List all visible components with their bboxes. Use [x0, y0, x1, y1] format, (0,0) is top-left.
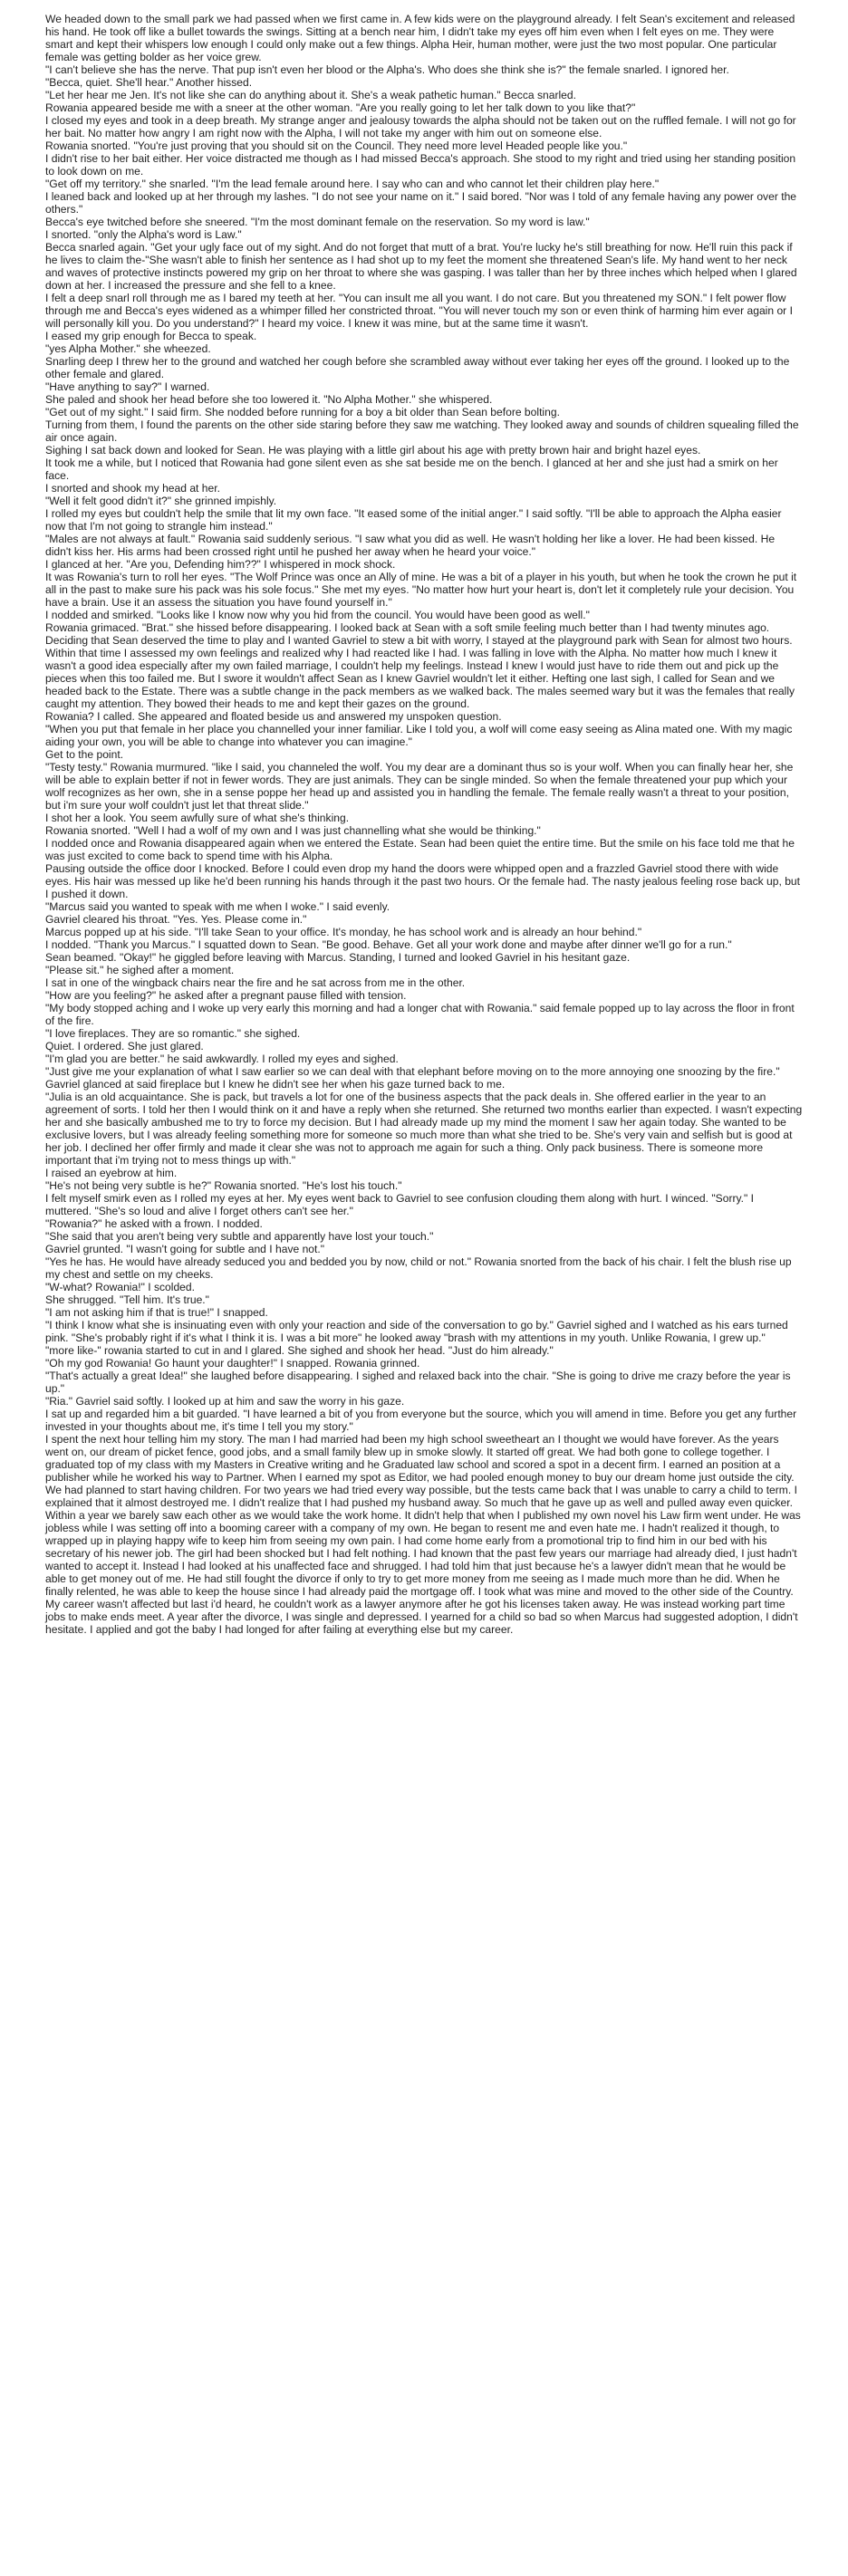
story-paragraph: I nodded. "Thank you Marcus." I squatted down to Sean. "Be good. Behave. Get all your work done and maybe after dinner we'll go for a run."	[45, 938, 732, 951]
story-paragraph: "Rowania?" he asked with a frown. I nodded.	[45, 1217, 263, 1230]
story-paragraph: I sat in one of the wingback chairs near the fire and he sat across from me in the other.	[45, 976, 466, 989]
story-paragraph: "Becca, quiet. She'll hear." Another hissed.	[45, 76, 253, 89]
story-paragraph: I snorted and shook my head at her.	[45, 482, 220, 495]
story-paragraph: "I'm glad you are better." he said awkwardly. I rolled my eyes and sighed.	[45, 1053, 399, 1065]
story-paragraph: "Julia is an old acquaintance. She is pack, but travels a lot for one of the business aspects that the pack deals in. She offered earlier in the year to an agreement of sorts. I told her then I would think on it and have a reply when she returned. She returned two months earlier than expected. I wasn't expecting her and she basically ambushed me to try to force my decision. But I had already made up my mind the moment I saw her again today. She wanted to be exclusive lovers, but I was already feeling something more for someone so much more than what she tried to be. She's very vain and selfish but is good at her job. I declined her offer firmly and made it clear she was not to approach me again for such a thing. Only pack business. There is someone more important that i'm trying not to mess things up with."	[45, 1091, 803, 1167]
story-paragraph: "How are you feeling?" he asked after a pregnant pause filled with tension.	[45, 989, 407, 1002]
story-paragraph: "Have anything to say?" I warned.	[45, 380, 210, 393]
story-paragraph: Gavriel cleared his throat. "Yes. Yes. Please come in."	[45, 913, 307, 926]
story-paragraph: Rowania? I called. She appeared and floated beside us and answered my unspoken question.	[45, 710, 502, 723]
story-paragraph: "That's actually a great Idea!" she laughed before disappearing. I sighed and relaxed back into the chair. "She is going to drive me crazy before the year is up."	[45, 1370, 791, 1395]
story-paragraph: "Well it felt good didn't it?" she grinned impishly.	[45, 495, 277, 507]
story-paragraph: Becca snarled again. "Get your ugly face out of my sight. And do not forget that mutt of a brat. You're lucky he's still breathing for now. He'll ruin this pack if he lives to claim the-"She wasn't able to finish her sentence as I had shot up to my feet the moment she threatened Sean's life. My hand went to her neck and waves of protective instincts powered my grip on her throat to where she was gasping. I was taller than her by three inches which helped when I glared down at her. I increased the pressure and she fell to a knee.	[45, 241, 797, 292]
story-paragraph: Rowania grimaced. "Brat." she hissed before disappearing. I looked back at Sean with a soft smile feeling much better than I had twenty minutes ago. Deciding that Sean deserved the time to play and I wanted Gavriel to stew a bit with worry, I stayed at the playground park with Sean for almost two hours. Within that time I assessed my own feelings and realized why I had reacted like I had. I was falling in love with the Alpha. No matter how much I knew it wasn't a good idea especially after my own failed marriage, I couldn't help my feelings. Instead I knew I would just have to ride them out and pick up the pieces when this too failed me. But I swore it wouldn't affect Sean as I knew Gavriel wouldn't let it either. Hefting one last sigh, I called for Sean and we headed back to the Estate. There was a subtle change in the pack members as we walked back. The males seemed wary but it was the females that really caught my attention. They bowed their heads to me and kept their gazes on the ground.	[45, 621, 795, 710]
story-paragraph: "I love fireplaces. They are so romantic." she sighed.	[45, 1027, 301, 1040]
story-paragraph: Rowania snorted. "You're just proving that you should sit on the Council. They need more level Headed people like you."	[45, 139, 628, 152]
story-paragraph: Gavriel glanced at said fireplace but I knew he didn't see her when his gaze turned back to me.	[45, 1078, 506, 1091]
story-paragraph: "Testy testy." Rowania murmured. "like I said, you channeled the wolf. You my dear are a dominant thus so is your wolf. When you can finally hear her, she will be able to explain better if not in fewer words. They are just animals. They can be single minded. So when the female threatened your pup which your wolf recognizes as her own, she in a sense poppe her head up and assisted you in handling the female. The female really wasn't a threat to your position, but i'm sure your wolf couldn't just let that threat slide."	[45, 761, 794, 812]
story-paragraph: I nodded once and Rowania disappeared again when we entered the Estate. Sean had been quiet the entire time. But the smile on his face told me that he was just excited to come back to spend time with his Alpha.	[45, 837, 795, 862]
story-paragraph: "Let her hear me Jen. It's not like she can do anything about it. She's a weak pathetic human." Becca snarled.	[45, 89, 576, 101]
story-paragraph: I sat up and regarded him a bit guarded. "I have learned a bit of you from everyone but the source, which you will amend in time. Before you get any further invested in your thoughts about me, it's time I tell you my story."	[45, 1408, 797, 1433]
story-paragraph: "He's not being very subtle is he?" Rowania snorted. "He's lost his touch."	[45, 1179, 402, 1192]
story-paragraph: We headed down to the small park we had passed when we first came in. A few kids were on the playground already. I felt Sean's excitement and released his hand. He took off like a bullet towards the swings. Sitting at a bench near him, I didn't take my eyes off him even when I felt eyes on me. They were smart and kept their whispers low enough I could only make out a few things. Alpha Heir, human mother, were just the two most popular. One particular female was getting bolder as her voice grew.	[45, 13, 795, 63]
story-paragraph: Quiet. I ordered. She just glared.	[45, 1040, 204, 1053]
story-paragraph: I felt myself smirk even as I rolled my eyes at her. My eyes went back to Gavriel to see confusion clouding them along with hurt. I winced. "Sorry." I muttered. "She's so loud and alive I forget others can't see her."	[45, 1192, 755, 1217]
story-paragraph: I raised an eyebrow at him.	[45, 1167, 178, 1179]
story-paragraph: I closed my eyes and took in a deep breath. My strange anger and jealousy towards the alpha should not be taken out on the ruffled female. I will not go for her bait. No matter how angry I am right now with the Alpha, I will not take my anger with him out on someone else.	[45, 114, 796, 139]
story-paragraph: Becca's eye twitched before she sneered. "I'm the most dominant female on the reservation. So my word is law."	[45, 216, 590, 228]
story-paragraph: Snarling deep I threw her to the ground and watched her cough before she scrambled away without ever taking her eyes off the ground. I looked up to the other female and glared.	[45, 355, 790, 380]
story-paragraph: I shot her a look. You seem awfully sure of what she's thinking.	[45, 812, 350, 824]
story-paragraph: I didn't rise to her bait either. Her voice distracted me though as I had missed Becca's approach. She stood to my right and tried using her standing position to look down on me.	[45, 152, 796, 178]
story-paragraph: "Males are not always at fault." Rowania said suddenly serious. "I saw what you did as well. He wasn't holding her like a lover. He had been kissed. He didn't kiss her. His arms had been crossed right until he pushed her away when he heard your voice."	[45, 533, 776, 558]
story-paragraph: "She said that you aren't being very subtle and apparently have lost your touch."	[45, 1230, 434, 1243]
story-paragraph: "Yes he has. He would have already seduced you and bedded you by now, child or not." Rowania snorted from the back of his chair. I felt the blush rise up my chest and settle on my cheeks.	[45, 1255, 792, 1281]
story-paragraph: It was Rowania's turn to roll her eyes. "The Wolf Prince was once an Ally of mine. He was a bit of a player in his youth, but when he took the crown he put it all in the past to make sure his pack was his sole focus." She met my eyes. "No matter how hurt your heart is, don't let it completely rule your decision. You have a brain. Use it an assess the situation you have found yourself in."	[45, 571, 797, 609]
story-paragraph: "Get off my territory." she snarled. "I'm the lead female around here. I say who can and who cannot let their children play here."	[45, 178, 660, 190]
story-paragraph: Sighing I sat back down and looked for Sean. He was playing with a little girl about his age with pretty brown hair and bright hazel eyes.	[45, 444, 701, 457]
story-paragraph: I leaned back and looked up at her through my lashes. "I do not see your name on it." I said bored. "Nor was I told of any female having any power over the others."	[45, 190, 797, 216]
story-paragraph: Rowania snorted. "Well I had a wolf of my own and I was just channelling what she would be thinking."	[45, 824, 541, 837]
story-paragraph: I spent the next hour telling him my story. The man I had married had been my high school sweetheart an I thought we would have forever. As the years went on, our dream of picket fence, good jobs, and a small family blew up in smoke slowly. It started off great. We had both gone to college together. I graduated top of my class with my Masters in Creative writing and he Graduated law school and scored a spot in a decent firm. I earned an position at a publisher while he worked his way to Partner. When I earned my spot as Editor, we had pooled enough money to buy our dream home just outside the city. We had planned to start having children. For two years we had tried every way possible, but the tests came back that I was unable to carry a child to term. I explained that it almost destroyed me. I didn't realize that I had pushed my husband away. So much that he gave up as well and pulled away even quicker. Within a year we barely saw each other as we would take the work home. It didn't help that when I published my own novel his Law firm went under. He was jobless while I was setting off into a booming career with a company of my own. He began to resent me and even hate me. I hadn't realized it though, to wrapped up in playing happy wife to keep him from seeing my own pain. I had come home early from a promotional trip to find him in our bed with his secretary of his newer job. The girl had been shocked but I had felt nothing. I had known that the past few years our marriage had already died, I just hadn't wanted to accept it. Instead I had looked at his unaffected face and shrugged. I had told him that just because he's a lawyer didn't mean that he would be able to get money out of me. He had still fought the divorce if only to try to get more money from me seeing as I made much more than he did. When he finally relented, he was able to keep the house since I had already paid the mortgage off. I took what was mine and moved to the other side of the Country. My career wasn't affected but last i'd heard, he couldn't work as a lawyer anymore after he got his licenses taken away. He was instead working part time jobs to make ends meet. A year after the divorce, I was single and depressed. I yearned for a child so bad so when Marcus had suggested adoption, I didn't hesitate. I applied and got the baby I had longed for after failing at everything else but my career.	[45, 1433, 801, 1636]
story-paragraph: Get to the point.	[45, 748, 124, 761]
story-paragraph: "I think I know what she is insinuating even with only your reaction and side of the conversation to go by." Gavriel sighed and I watched as his ears turned pink. "She's probably right if it's what I think it is. I was a bit more" he looked away "brash with my attentions in my youth. Unlike Rowania, I grew up."	[45, 1319, 788, 1344]
story-paragraph: I nodded and smirked. "Looks like I know now why you hid from the council. You would have been good as well."	[45, 609, 590, 621]
story-paragraph: "yes Alpha Mother." she wheezed.	[45, 342, 211, 355]
story-paragraph: Marcus popped up at his side. "I'll take Sean to your office. It's monday, he has school work and is already an hour behind."	[45, 926, 642, 938]
story-paragraph: Sean beamed. "Okay!" he giggled before leaving with Marcus. Standing, I turned and looked Gavriel in his hesitant gaze.	[45, 951, 631, 964]
story-paragraph: "I can't believe she has the nerve. That pup isn't even her blood or the Alpha's. Who does she think she is?" the female snarled. I ignored her.	[45, 63, 729, 76]
story-paragraph: "Please sit." he sighed after a moment.	[45, 964, 235, 976]
story-paragraph: Turning from them, I found the parents on the other side staring before they saw me watching. They looked away and sounds of children squealing filled the air once again.	[45, 418, 799, 444]
story-paragraph: Pausing outside the office door I knocked. Before I could even drop my hand the doors were whipped open and a frazzled Gavriel stood there with wide eyes. His hair was messed up like he'd been running his hands through it the past two hours. Or the female had. The nasty jealous feeling rose back up, but I pushed it down.	[45, 862, 801, 900]
story-paragraph: She shrugged. "Tell him. It's true."	[45, 1293, 209, 1306]
story-paragraph: I eased my grip enough for Becca to speak.	[45, 330, 257, 342]
story-paragraph: "When you put that female in her place you channelled your inner familiar. Like I told you, a wolf will come easy seeing as Alina mated one. With my magic aiding your own, you will be able to change into whatever you can imagine."	[45, 723, 793, 748]
story-paragraph: "My body stopped aching and I woke up very early this morning and had a longer chat with Rowania." said female popped up to lay across the floor in front of the fire.	[45, 1002, 795, 1027]
story-paragraph: "Get out of my sight." I said firm. She nodded before running for a boy a bit older than Sean before bolting.	[45, 406, 560, 418]
story-paragraph: I felt a deep snarl roll through me as I bared my teeth at her. "You can insult me all you want. I do not care. But you threatened my SON." I felt power flow through me and Becca's eyes widened as a whimper filled her constricted throat. "You will never touch my son or even think of harming him ever again or I will personally kill you. Do you understand?" I heard my voice. I knew it was mine, but at the same time it wasn't.	[45, 292, 793, 330]
story-paragraph: "Marcus said you wanted to speak with me when I woke." I said evenly.	[45, 900, 390, 913]
story-paragraph: I snorted. "only the Alpha's word is Law."	[45, 228, 242, 241]
story-paragraph: "I am not asking him if that is true!" I snapped.	[45, 1306, 268, 1319]
story-paragraph: Rowania appeared beside me with a sneer at the other woman. "Are you really going to let her talk down to you like that?"	[45, 101, 636, 114]
story-paragraph: "Oh my god Rowania! Go haunt your daughter!" I snapped. Rowania grinned.	[45, 1357, 420, 1370]
story-paragraph: Gavriel grunted. "I wasn't going for subtle and I have not."	[45, 1243, 325, 1255]
story-paragraph: She paled and shook her head before she too lowered it. "No Alpha Mother." she whispered.	[45, 393, 493, 406]
story-paragraph: "Just give me your explanation of what I saw earlier so we can deal with that elephant before moving on to the more annoying one snoozing by the fire."	[45, 1065, 780, 1078]
story-paragraph: "W-what? Rowania!" I scolded.	[45, 1281, 195, 1293]
story-paragraph: I rolled my eyes but couldn't help the smile that lit my own face. "It eased some of the initial anger." I said softly. "I'll be able to approach the Alpha easier now that I'm not going to strangle him instead."	[45, 507, 782, 533]
story-paragraph: I glanced at her. "Are you, Defending him??" I whispered in mock shock.	[45, 558, 396, 571]
story-paragraph: "Ria." Gavriel said softly. I looked up at him and saw the worry in his gaze.	[45, 1395, 405, 1408]
story-paragraph: It took me a while, but I noticed that Rowania had gone silent even as she sat beside me on the bench. I glanced at her and she just had a smirk on her face.	[45, 457, 778, 482]
story-paragraph: "more like-" rowania started to cut in and I glared. She sighed and shook her head. "Just do him already."	[45, 1344, 554, 1357]
